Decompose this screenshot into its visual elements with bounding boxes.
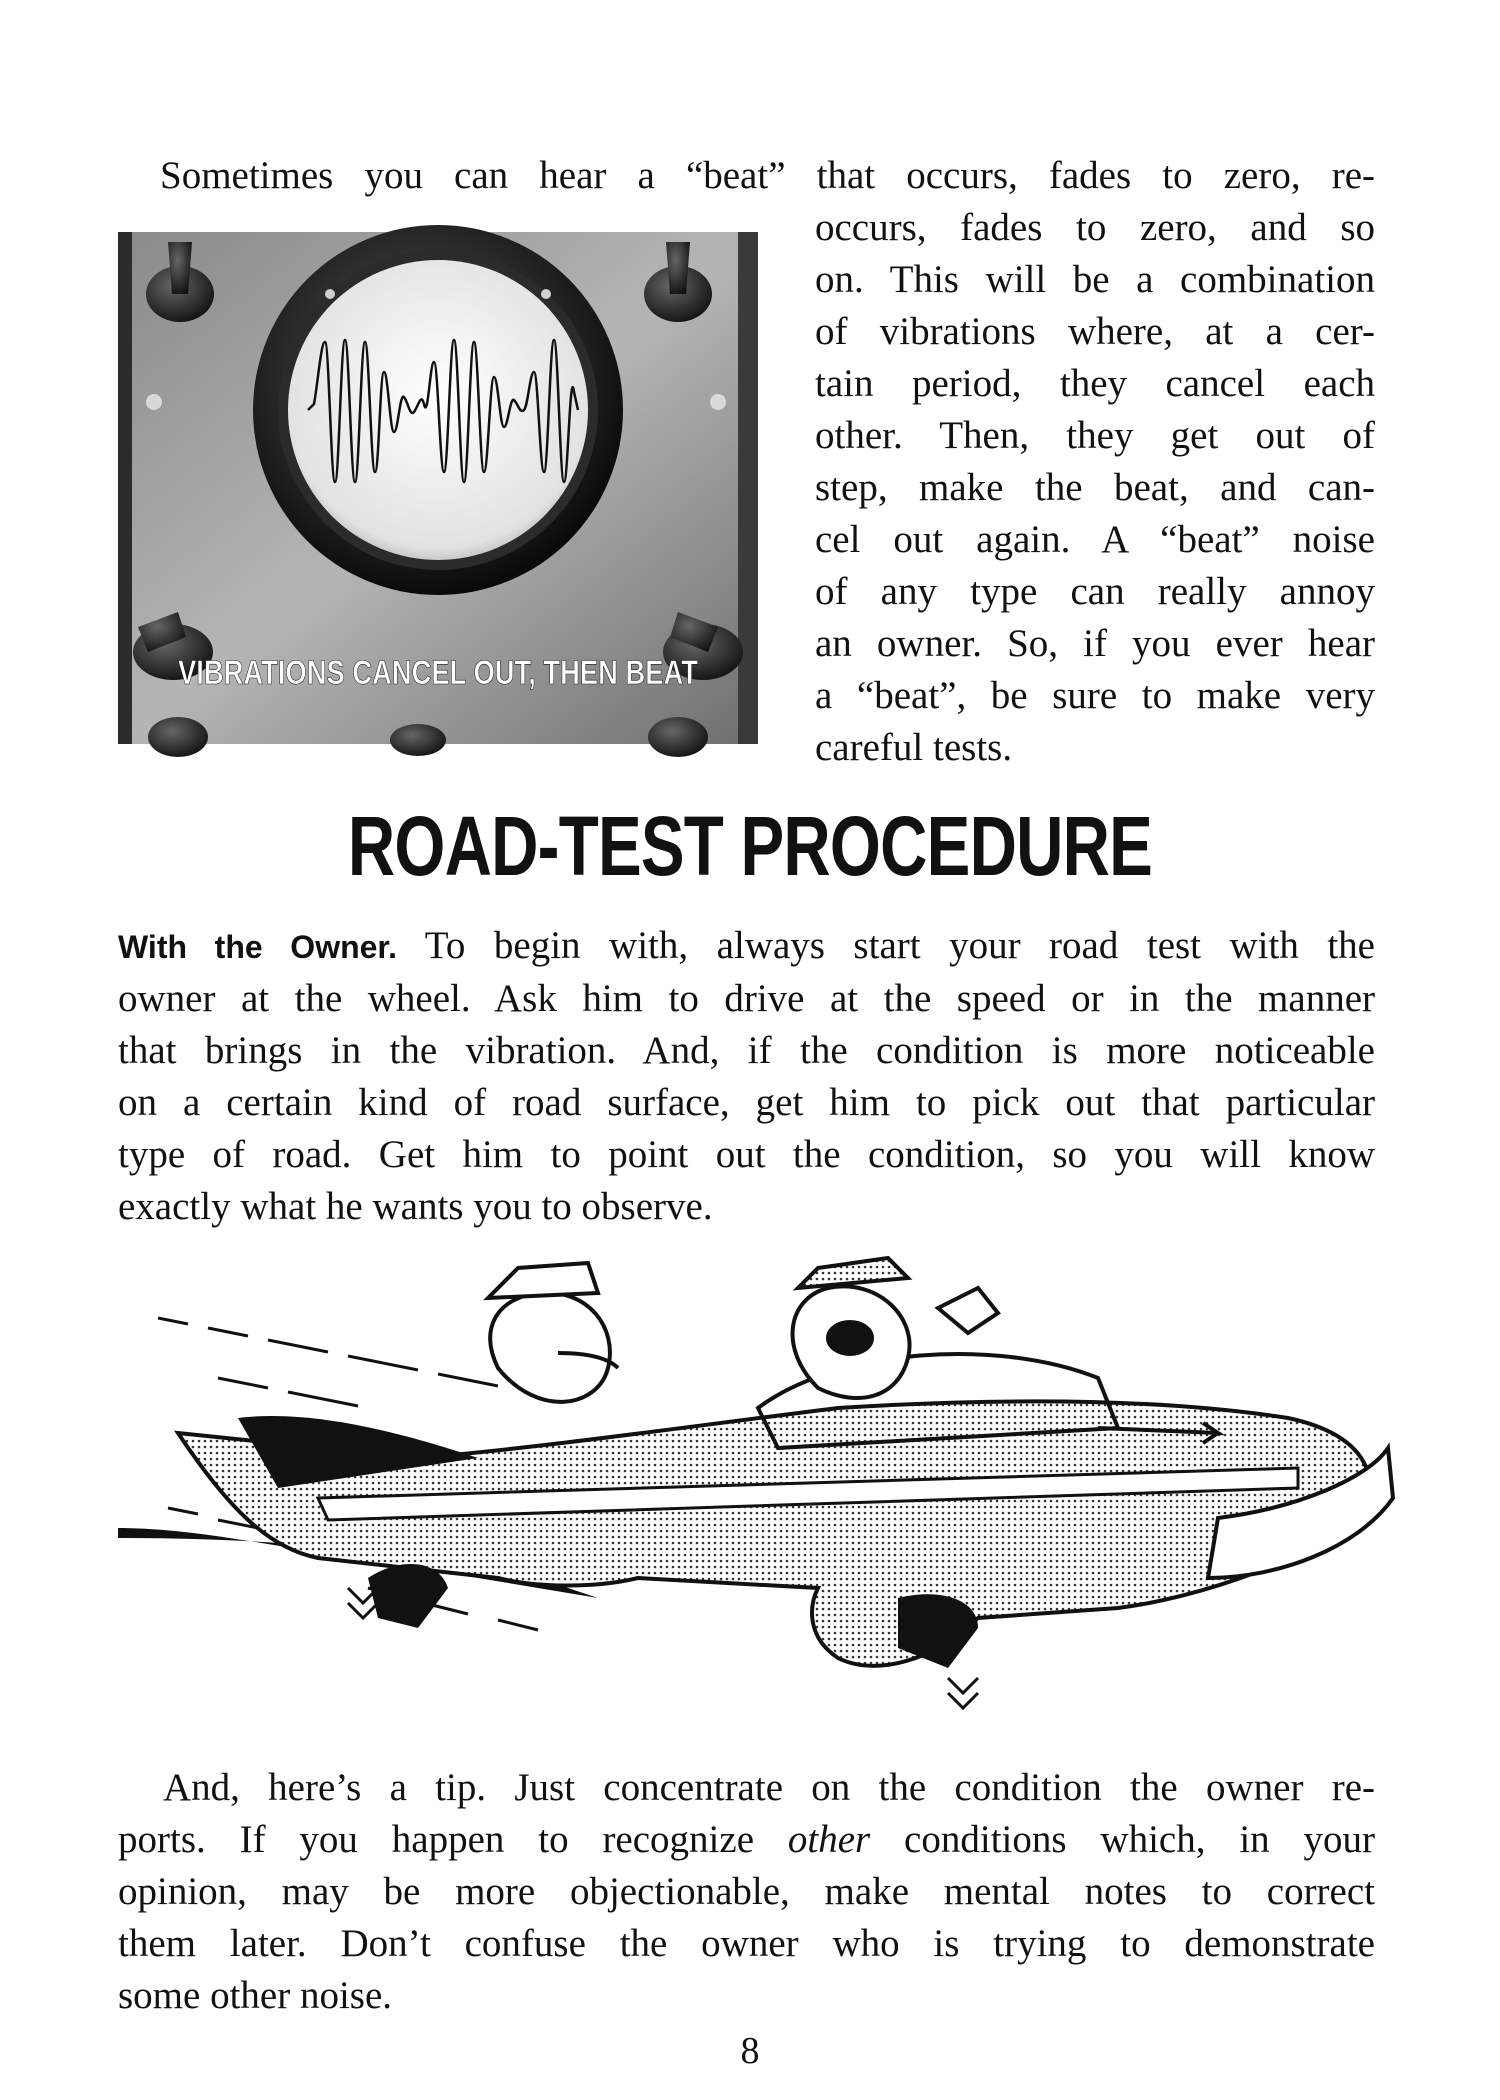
text-line: some other noise. [118,1974,393,2017]
text-line: that brings in the vibration. And, if the condition is more noticeable [118,1029,1375,1072]
intro-first-line: Sometimes you can hear a “beat” that occurs, fades to zero, re- [160,154,1375,197]
text-run: conditions which, in your [870,1818,1375,1861]
tip-paragraph [118,1762,1375,2022]
text-line: occurs, fades to zero, and so [815,206,1375,249]
text-line: tain period, they cancel each [815,362,1375,405]
text-line: on. This will be a combination [815,258,1375,301]
text-line: a “beat”, be sure to make very [815,674,1375,717]
text-line: of vibrations where, at a cer- [815,310,1375,353]
text-run: To begin with, always start your road test with the [424,924,1375,967]
text-line: of any type can really annoy [815,570,1375,613]
owner-paragraph [118,920,1375,1233]
intro-wrapped-text [815,202,1375,774]
oscilloscope-photo [118,232,758,744]
text-line: type of road. Get him to point out the condition, so you will know [118,1133,1375,1176]
text-line: other. Then, they get out of [815,414,1375,457]
text-line: them later. Don’t confuse the owner who is trying to demonstrate [118,1922,1375,1965]
photo-caption: VIBRATIONS CANCEL OUT, THEN BEAT [178,654,699,692]
text-line [118,1814,1375,1866]
text-line [118,920,1375,973]
text-line: on a certain kind of road surface, get him to pick out that particular [118,1081,1375,1124]
text-line: owner at the wheel. Ask him to drive at the speed or in the manner [118,977,1375,1020]
emphasis: other [787,1818,871,1861]
text-line: opinion, may be more objectionable, make mental notes to correct [118,1870,1375,1913]
text-line: an owner. So, if you ever hear [815,622,1375,665]
text-line [118,1762,1375,1814]
convertible-car-icon [118,1258,1398,1718]
runin-heading: With the Owner. [118,929,397,965]
page-number: 8 [740,2030,760,2072]
driver [793,1258,998,1398]
passenger [488,1263,618,1402]
text-line: step, make the beat, and can- [815,466,1375,509]
text-run: And, here’s a tip. Just concentrate on the condition the owner re- [163,1766,1375,1809]
text-line: cel out again. A “beat” noise [815,518,1375,561]
text-line: exactly what he wants you to observe. [118,1185,713,1228]
section-heading: ROAD-TEST PROCEDURE [347,799,1153,893]
text-run: ports. If you happen to recognize [118,1818,788,1861]
text-line: careful tests. [815,726,1013,769]
rear-wheel [368,1564,448,1628]
